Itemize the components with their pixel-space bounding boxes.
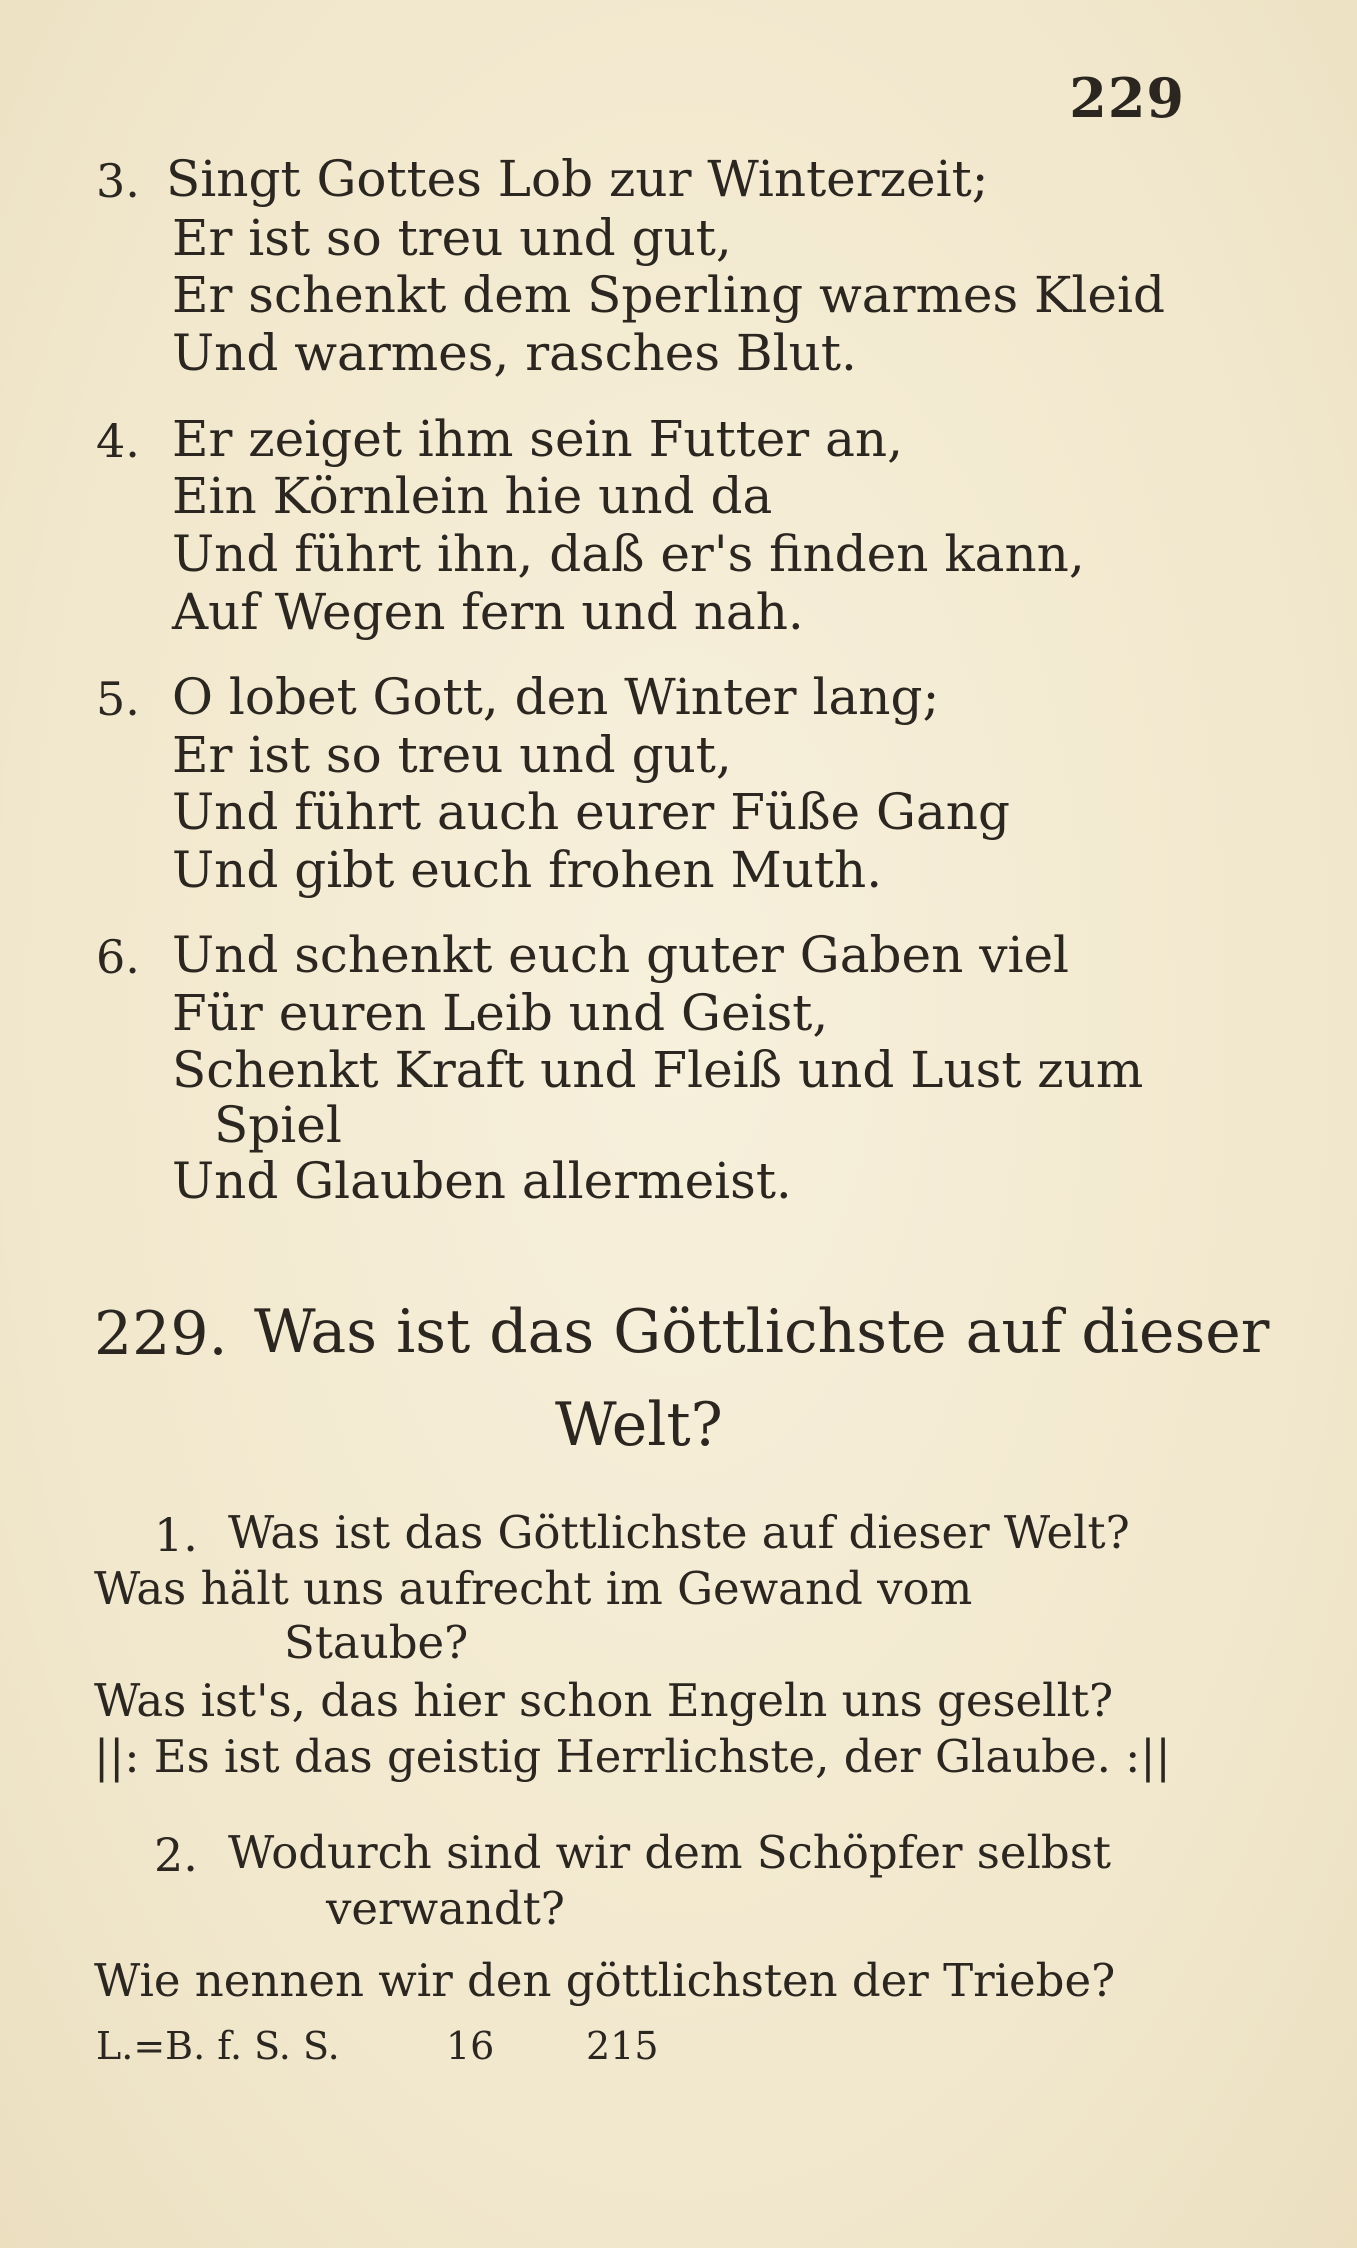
verse-line: Er schenkt dem Sperling warmes Kleid <box>172 266 1165 324</box>
verse-line: O lobet Gott, den Winter lang; <box>172 668 940 726</box>
verse-number: 2. <box>154 1828 198 1882</box>
verse-line: Und führt auch eurer Füße Gang <box>172 783 1010 841</box>
verse-number: 6. <box>96 930 140 984</box>
hymn-title: Was ist das Göttlichste auf dieser <box>254 1297 1270 1367</box>
verse-line: Und gibt euch frohen Muth. <box>172 841 883 899</box>
hymn-title: Welt? <box>555 1390 723 1460</box>
hymn-number: 229. <box>94 1299 228 1369</box>
page-number: 229 <box>1069 66 1185 130</box>
verse-line: Auf Wegen fern und nah. <box>172 583 804 641</box>
verse-line: verwandt? <box>326 1882 565 1935</box>
verse-line: Schenkt Kraft und Fleiß und Lust zum <box>172 1041 1144 1099</box>
verse-line: Und Glauben allermeist. <box>172 1152 792 1210</box>
verse-number: 3. <box>96 154 140 208</box>
verse-line: Singt Gottes Lob zur Winterzeit; <box>166 150 989 208</box>
verse-line: Was ist das Göttlichste auf dieser Welt? <box>228 1506 1130 1559</box>
verse-line: Wodurch sind wir dem Schöpfer selbst <box>228 1826 1111 1879</box>
verse-line: Was hält uns aufrecht im Gewand vom <box>94 1562 973 1615</box>
verse-line: Und schenkt euch guter Gaben viel <box>172 926 1070 984</box>
verse-line: Für euren Leib und Geist, <box>172 984 829 1042</box>
verse-line: Und warmes, rasches Blut. <box>172 324 857 382</box>
verse-line: Staube? <box>284 1616 469 1669</box>
footer-page-number: 215 <box>586 2024 659 2068</box>
verse-line: Er ist so treu und gut, <box>172 209 732 267</box>
verse-line: Ein Körnlein hie und da <box>172 467 773 525</box>
verse-line: Er ist so treu und gut, <box>172 726 732 784</box>
verse-line: ||: Es ist das geistig Herrlichste, der Glaube. :|| <box>94 1730 1171 1783</box>
sheet-number: 16 <box>446 2024 495 2068</box>
printer-signature: L.=B. f. S. S. <box>96 2024 340 2068</box>
verse-number: 4. <box>96 414 140 468</box>
verse-line: Er zeiget ihm sein Futter an, <box>172 410 904 468</box>
verse-line: Spiel <box>214 1096 342 1154</box>
verse-line: Wie nennen wir den göttlichsten der Triebe? <box>94 1954 1116 2007</box>
verse-number: 5. <box>96 672 140 726</box>
verse-line: Und führt ihn, daß er's finden kann, <box>172 525 1085 583</box>
verse-line: Was ist's, das hier schon Engeln uns gesellt? <box>94 1674 1114 1727</box>
verse-number: 1. <box>154 1508 198 1562</box>
